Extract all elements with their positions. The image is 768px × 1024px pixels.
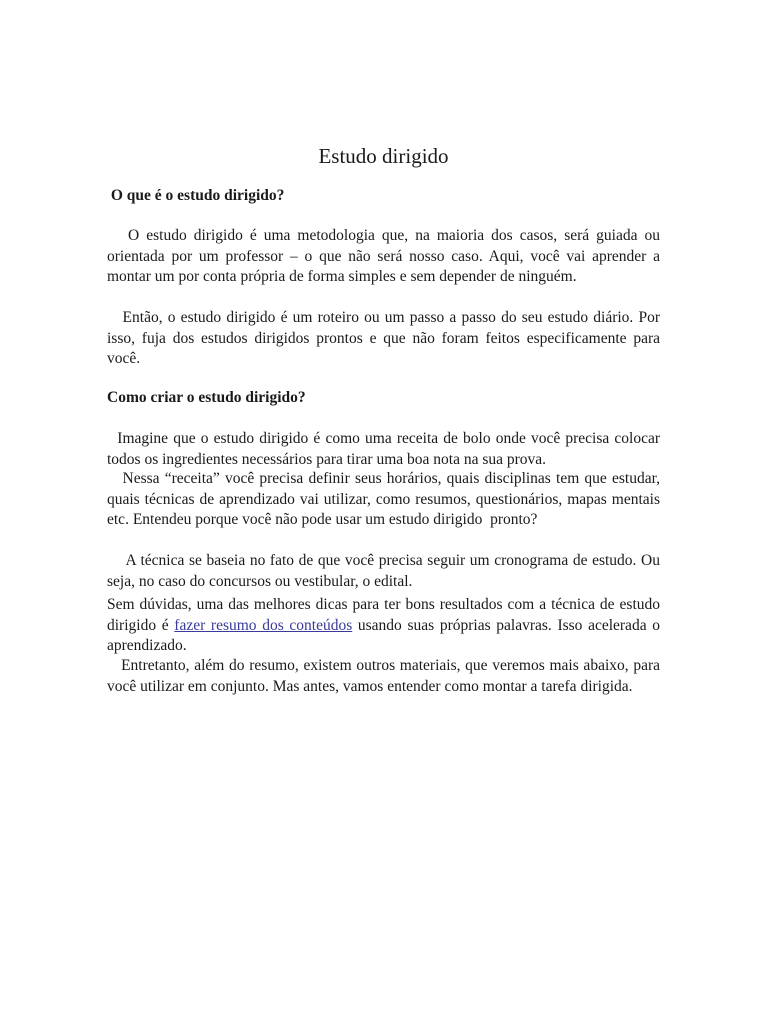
paragraph-text: usando suas próprias palavras. Isso acelerada o aprendizado. <box>107 616 664 654</box>
paragraph: Nessa “receita” você precisa definir seus horários, quais disciplinas tem que estudar, quais técnicas de aprendizado vai utilizar, como resumos, questionários, mapas mentais etc. Entendeu porque você não pode usar um estudo dirigido pronto? <box>107 470 664 528</box>
paragraph-text: Sem dúvidas, uma das melhores dicas para ter bons resultados com a técnica de estudo dirigido é <box>107 596 664 634</box>
summary-link[interactable]: fazer resumo dos conteúdos <box>174 616 353 634</box>
paragraph: Então, o estudo dirigido é um roteiro ou um passo a passo do seu estudo diário. Por isso, fuja dos estudos dirigidos prontos e que não foram feitos especificamente para você. <box>107 309 664 367</box>
paragraph: O estudo dirigido é uma metodologia que, na maioria dos casos, será guiada ou orientada por um professor – o que não será nosso caso. Aqui, você vai aprender a montar um por conta própria de forma simples e sem depender de ninguém. <box>107 227 664 285</box>
paragraph-with-link <box>107 595 664 657</box>
paragraph: A técnica se baseia no fato de que você precisa seguir um cronograma de estudo. Ou seja, no caso do concursos ou vestibular, o edital. <box>107 552 664 590</box>
document-title: Estudo dirigido <box>318 144 449 168</box>
paragraph: Entretanto, além do resumo, existem outros materiais, que veremos mais abaixo, para você utilizar em conjunto. Mas antes, vamos entender como montar a tarefa dirigida. <box>107 657 664 695</box>
section-heading-how-to-create: Como criar o estudo dirigido? <box>107 389 306 406</box>
section-heading-what-is: O que é o estudo dirigido? <box>107 187 285 204</box>
paragraph: Imagine que o estudo dirigido é como uma receita de bolo onde você precisa colocar todos os ingredientes necessários para tirar uma boa nota na sua prova. <box>107 430 664 468</box>
